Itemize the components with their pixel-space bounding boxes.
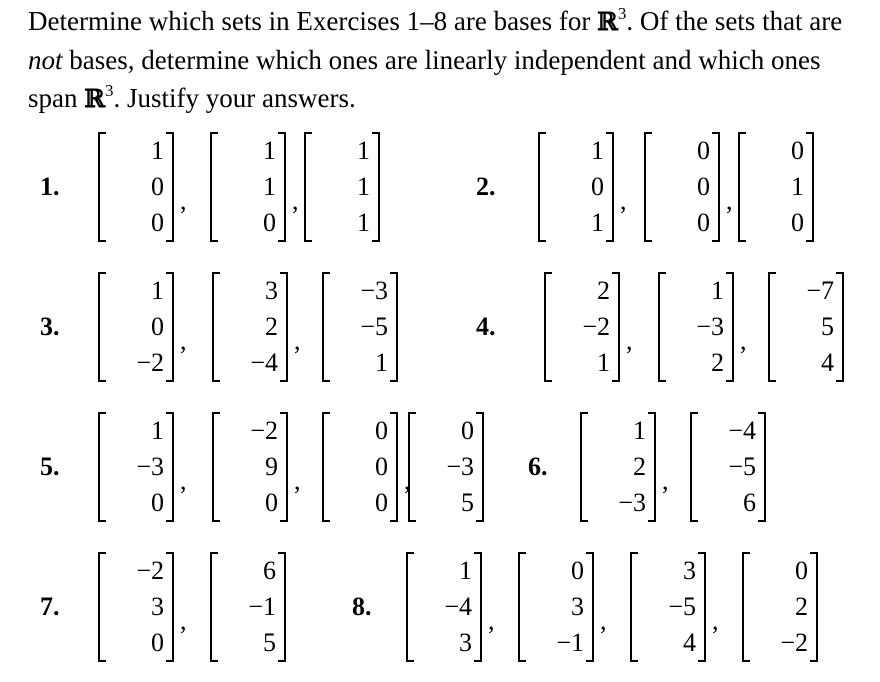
column-vector — [406, 552, 482, 662]
right-bracket — [390, 272, 398, 382]
vector-entry: 0 — [263, 208, 276, 237]
vector-entry: 0 — [697, 208, 710, 237]
right-bracket — [712, 132, 720, 242]
column-vector — [98, 272, 174, 382]
left-bracket — [738, 132, 746, 242]
vector-entry: 5 — [821, 312, 834, 341]
vector-entry: 6 — [743, 488, 756, 517]
vector-entry: 4 — [821, 348, 834, 377]
vector-entry: 3 — [265, 276, 278, 305]
left-bracket — [768, 272, 776, 382]
vector-entry: 0 — [151, 172, 164, 201]
vector-entry: 2 — [711, 348, 724, 377]
column-vector — [322, 272, 398, 382]
separator-comma: , — [662, 466, 669, 495]
vector-entry: −3 — [136, 452, 164, 481]
vector-entry: 2 — [633, 452, 646, 481]
vector-entry: −2 — [582, 312, 610, 341]
real-numbers-symbol: ℝ — [597, 7, 618, 36]
left-bracket — [322, 272, 330, 382]
column-vector — [98, 132, 174, 242]
separator-comma: , — [620, 186, 627, 215]
vector-entry: 1 — [459, 556, 472, 585]
vector-entry: −3 — [696, 312, 724, 341]
vector-entry: 0 — [151, 488, 164, 517]
left-bracket — [212, 412, 220, 522]
exercise-number: 1. — [40, 172, 60, 201]
intro-text-1: Determine which sets in Exercises 1–8 are bases for — [28, 6, 598, 36]
right-bracket — [612, 272, 620, 382]
right-bracket — [586, 552, 594, 662]
left-bracket — [538, 132, 546, 242]
real-numbers-symbol: ℝ — [84, 84, 106, 113]
vector-entry: 3 — [459, 628, 472, 657]
separator-comma: , — [726, 186, 733, 215]
intro-text-2: . Of the sets that are — [626, 6, 843, 36]
column-vector — [98, 552, 174, 662]
column-vector — [768, 272, 844, 382]
right-bracket — [166, 552, 174, 662]
left-bracket — [518, 552, 526, 662]
exercise-number: 8. — [352, 592, 372, 621]
column-vector — [738, 132, 814, 242]
column-vector — [408, 412, 484, 522]
vector-entry: 0 — [791, 208, 804, 237]
right-bracket — [758, 412, 766, 522]
vector-entry: 1 — [151, 136, 164, 165]
vector-entry: −4 — [728, 416, 756, 445]
vector-entry: 0 — [697, 172, 710, 201]
exercise-number: 2. — [476, 172, 496, 201]
right-bracket — [278, 132, 286, 242]
separator-comma: , — [180, 186, 187, 215]
vector-entry: 2 — [265, 312, 278, 341]
right-bracket — [166, 412, 174, 522]
vector-entry: 3 — [571, 592, 584, 621]
column-vector — [518, 552, 594, 662]
vector-entry: −3 — [446, 452, 474, 481]
column-vector — [580, 412, 656, 522]
column-vector — [212, 272, 288, 382]
vector-entry: 1 — [357, 208, 370, 237]
left-bracket — [210, 132, 218, 242]
left-bracket — [212, 272, 220, 382]
dimension-superscript: 3 — [617, 4, 627, 23]
right-bracket — [606, 132, 614, 242]
column-vector — [210, 552, 286, 662]
column-vector — [630, 552, 706, 662]
vector-entry: 5 — [263, 628, 276, 657]
separator-comma: , — [488, 606, 495, 635]
left-bracket — [322, 412, 330, 522]
vector-entry: 2 — [597, 276, 610, 305]
vector-entry: 1 — [151, 276, 164, 305]
emphasis-not: not — [28, 45, 63, 75]
vector-entry: −1 — [248, 592, 276, 621]
vector-entry: 1 — [263, 136, 276, 165]
vector-entry: 0 — [375, 416, 388, 445]
vector-entry: 3 — [151, 592, 164, 621]
left-bracket — [630, 552, 638, 662]
vector-entry: 0 — [375, 452, 388, 481]
left-bracket — [644, 132, 652, 242]
right-bracket — [474, 552, 482, 662]
right-bracket — [836, 272, 844, 382]
vector-entry: 3 — [683, 556, 696, 585]
exercise-number: 3. — [40, 312, 60, 341]
right-bracket — [806, 132, 814, 242]
vector-entry: 4 — [683, 628, 696, 657]
vector-entry: 0 — [571, 556, 584, 585]
vector-entry: 0 — [697, 136, 710, 165]
vector-entry: 1 — [263, 172, 276, 201]
separator-comma: , — [600, 606, 607, 635]
separator-comma: , — [740, 326, 747, 355]
left-bracket — [98, 132, 106, 242]
column-vector — [98, 412, 174, 522]
column-vector — [544, 272, 620, 382]
left-bracket — [210, 552, 218, 662]
exercise-number: 7. — [40, 592, 60, 621]
separator-comma: , — [292, 186, 299, 215]
column-vector — [304, 132, 380, 242]
vector-entry: −5 — [360, 312, 388, 341]
vector-entry: 1 — [591, 208, 604, 237]
vector-entry: 9 — [265, 452, 278, 481]
vector-entry: 1 — [357, 136, 370, 165]
column-vector — [210, 132, 286, 242]
separator-comma: , — [626, 326, 633, 355]
vector-entry: −2 — [780, 628, 808, 657]
vector-entry: −4 — [444, 592, 472, 621]
vector-entry: −5 — [668, 592, 696, 621]
separator-comma: , — [180, 606, 187, 635]
exercise-number: 6. — [528, 452, 548, 481]
vector-entry: −5 — [728, 452, 756, 481]
vector-entry: 5 — [461, 488, 474, 517]
vector-entry: 1 — [357, 172, 370, 201]
vector-entry: 0 — [151, 628, 164, 657]
left-bracket — [580, 412, 588, 522]
vector-entry: 0 — [461, 416, 474, 445]
dimension-superscript: 3 — [105, 81, 114, 100]
separator-comma: , — [404, 466, 411, 495]
vector-entry: −3 — [618, 488, 646, 517]
left-bracket — [406, 552, 414, 662]
vector-entry: −2 — [250, 416, 278, 445]
vector-entry: −1 — [556, 628, 584, 657]
column-vector — [644, 132, 720, 242]
separator-comma: , — [180, 466, 187, 495]
left-bracket — [742, 552, 750, 662]
vector-entry: 1 — [791, 172, 804, 201]
vector-entry: 0 — [375, 488, 388, 517]
right-bracket — [278, 552, 286, 662]
vector-entry: 1 — [151, 416, 164, 445]
right-bracket — [648, 412, 656, 522]
intro-text-4: . Justify your answers. — [113, 83, 356, 113]
column-vector — [658, 272, 734, 382]
right-bracket — [280, 272, 288, 382]
left-bracket — [98, 272, 106, 382]
right-bracket — [726, 272, 734, 382]
right-bracket — [166, 272, 174, 382]
vector-entry: 1 — [591, 136, 604, 165]
left-bracket — [98, 412, 106, 522]
vector-entry: 1 — [633, 416, 646, 445]
left-bracket — [98, 552, 106, 662]
vector-entry: −3 — [360, 276, 388, 305]
left-bracket — [304, 132, 312, 242]
vector-entry: 1 — [711, 276, 724, 305]
right-bracket — [166, 132, 174, 242]
separator-comma: , — [712, 606, 719, 635]
left-bracket — [544, 272, 552, 382]
right-bracket — [280, 412, 288, 522]
right-bracket — [372, 132, 380, 242]
right-bracket — [476, 412, 484, 522]
vector-entry: −7 — [806, 276, 834, 305]
exercise-number: 5. — [40, 452, 60, 481]
vector-entry: 0 — [265, 488, 278, 517]
vector-entry: −4 — [250, 348, 278, 377]
vector-entry: 0 — [591, 172, 604, 201]
separator-comma: , — [294, 326, 301, 355]
exercise-number: 4. — [476, 312, 496, 341]
column-vector — [690, 412, 766, 522]
left-bracket — [658, 272, 666, 382]
vector-entry: 1 — [597, 348, 610, 377]
separator-comma: , — [294, 466, 301, 495]
intro-text-3: bases, determine which ones are linearly independent and which ones span — [28, 45, 821, 113]
right-bracket — [698, 552, 706, 662]
left-bracket — [690, 412, 698, 522]
vector-entry: 6 — [263, 556, 276, 585]
vector-entry: 0 — [151, 208, 164, 237]
vector-entry: 0 — [795, 556, 808, 585]
vector-entry: −2 — [136, 556, 164, 585]
column-vector — [212, 412, 288, 522]
left-bracket — [408, 412, 416, 522]
vector-entry: −2 — [136, 348, 164, 377]
right-bracket — [390, 412, 398, 522]
vector-entry: 1 — [375, 348, 388, 377]
vector-entry: 0 — [151, 312, 164, 341]
vector-entry: 0 — [791, 136, 804, 165]
right-bracket — [810, 552, 818, 662]
vector-entry: 2 — [795, 592, 808, 621]
separator-comma: , — [180, 326, 187, 355]
exercise-instructions — [28, 2, 868, 118]
column-vector — [322, 412, 398, 522]
column-vector — [742, 552, 818, 662]
column-vector — [538, 132, 614, 242]
